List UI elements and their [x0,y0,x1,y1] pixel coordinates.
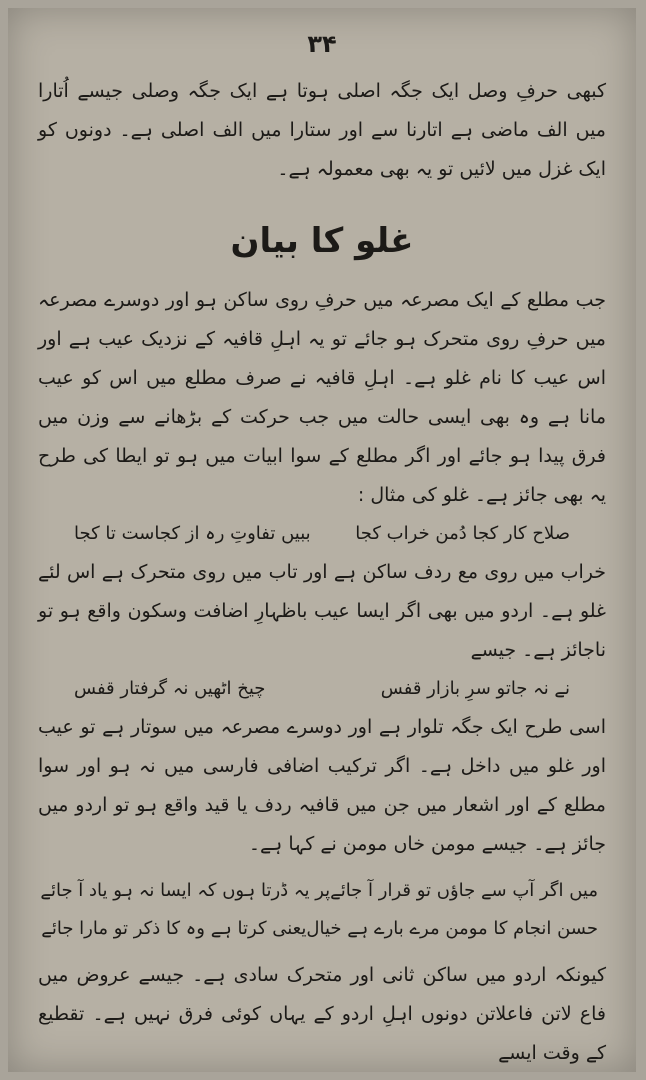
couplet-1-first: صلاح کار کجا دُمن خراب کجا [355,523,570,544]
couplet-1-second: ببیں تفاوتِ رہ از کجاست تا کجا [74,523,311,544]
page-number: ۳۴ [307,30,337,58]
intro-paragraph: کبھی حرفِ وصل ایک جگہ اصلی ہوتا ہے ایک جگہ وصلی جیسے اُتارا میں الف ماضی ہے اتارنا سے اور ستارا میں الف اصلی ہے۔ دونوں کو ایک غزل میں لائیں تو یہ بھی معمولہ ہے۔ [38,80,606,180]
couplet-2-second: چیخ اٹھیں نہ گرفتار قفس [74,678,266,699]
couplet-3-line-2 [38,910,606,948]
couplet-3-line-2-left: یعنی کرتا ہے وہ کا ذکر تو مارا جائے [41,918,307,939]
couplet-3-line-1 [38,872,606,910]
paragraph-1: جب مطلع کے ایک مصرعہ میں حرفِ روی ساکن ہو اور دوسرے مصرعہ میں حرفِ روی متحرک ہو جائے تو یہ اہلِ قافیہ کے نزدیک عیب ہے اور اس عیب کا نام غلو ہے۔ اہلِ قافیہ نے صرف مطلع میں اس کو عیب مانا ہے وہ بھی ایسی حالت میں جب حرکت کے بڑھانے سے وزن میں فرق پیدا ہو جائے اور اگر مطلع کے سوا ابیات میں ہو تو ایطا کی طرح یہ بھی جائز ہے۔ غلو کی مثال : [38,289,606,506]
couplet-3-line-1-left: پر یہ ڈرتا ہوں کہ ایسا نہ ہو یاد آ جائے [40,880,331,901]
section-heading: غلو کا بیان [230,221,414,261]
couplet-2-first: نے نہ جاتو سرِ بازار قفس [380,678,570,699]
couplet-3-line-2-right: حسن انجام کا مومن مرے بارے ہے خیال [306,918,598,939]
text-block [38,72,606,1072]
couplet-3 [38,872,606,948]
book-page [8,8,636,1072]
couplet-1 [38,515,606,553]
couplet-3-line-1-right: میں اگر آپ سے جاؤں تو قرار آ جائے [330,880,598,901]
paragraph-3: اسی طرح ایک جگہ تلوار ہے اور دوسرے مصرعہ میں سوتار ہے تو عیب اور غلو میں داخل ہے۔ اگر ترکیب اضافی فارسی میں نہ ہو اور سوا مطلع کے اور اشعار میں جن میں قافیہ ردف یا قید واقع ہو تو اردو میں جائز ہے۔ جیسے مومن خاں مومن نے کہا ہے۔ [38,716,606,855]
paragraph-2: خراب میں روی مع ردف ساکن ہے اور تاب میں روی متحرک ہے اس لئے غلو ہے۔ اردو میں بھی اگر ایسا عیب باظہارِ اضافت وسکون واقع ہو تو ناجائز ہے۔ جیسے [38,561,606,661]
couplet-2 [38,670,606,708]
paragraph-4: کیونکہ اردو میں ساکن ثانی اور متحرک سادی ہے۔ جیسے عروض میں فاع لاتن فاعلاتن دونوں اہلِ اردو کے یہاں کوئی فرق نہیں ہے۔ تقطیع کے وقت ایسے [38,964,606,1064]
